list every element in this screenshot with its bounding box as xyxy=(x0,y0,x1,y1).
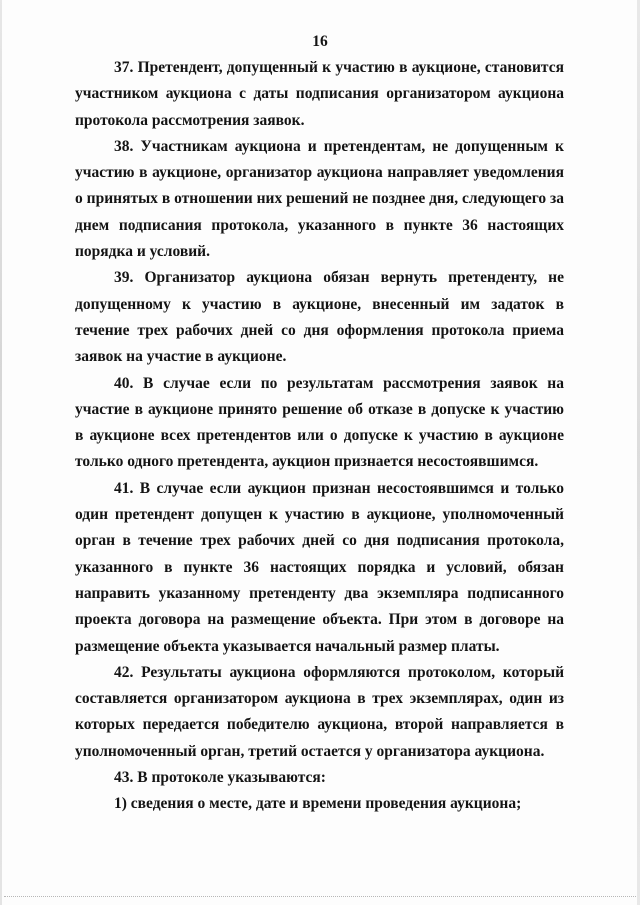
paragraph-37: 37. Претендент, допущенный к участию в аукционе, становится участником аукциона с даты подписания организатором аукциона протокола рассмотрения заявок. xyxy=(75,59,564,129)
paragraph-43-item-1: 1) сведения о месте, дате и времени проведения аукциона; xyxy=(114,795,522,813)
paragraph-39: 39. Организатор аукциона обязан вернуть претенденту, не допущенному к участию в аукционе, внесенный им задаток в течение трех рабочих дней со дня оформления протокола приема заявок на участие в аукционе. xyxy=(75,269,564,366)
paragraph-38: 38. Участникам аукциона и претендентам, не допущенным к участию в аукционе, организатор аукциона направляет уведомления о принятых в отношении них решений не позднее дня, следующего за днем подписания протокола, указанного в пункте 36 настоящих порядка и условий. xyxy=(75,137,564,261)
paragraph-40: 40. В случае если по результатам рассмотрения заявок на участие в аукционе принято решение об отказе в допуске к участию в аукционе всех претендентов или о допуске к участию в аукционе только одного претендента, аукцион признается несостоявшимся. xyxy=(75,374,564,471)
scan-left-edge xyxy=(0,0,2,905)
document-body xyxy=(75,55,564,818)
paragraph-43: 43. В протоколе указываются: xyxy=(114,769,326,787)
paragraph-41: 41. В случае если аукцион признан несостоявшимся и только один претендент допущен к участию в аукционе, уполномоченный орган в течение трех рабочих дней со дня подписания протокола, указанного в пункте 36 настоящих порядка и условий, обязан направить указанному претенденту два экземпляра подписанного проекта договора на размещение объекта. При этом в договоре на размещение объекта указывается начальный размер платы. xyxy=(75,479,564,655)
paragraph-42: 42. Результаты аукциона оформляются протоколом, который составляется организатором аукциона в трех экземплярах, один из которых передается победителю аукциона, второй направляется в уполномоченный орган, третий остается у организатора аукциона. xyxy=(75,663,564,760)
page-number: 16 xyxy=(312,33,328,50)
scan-bottom-edge xyxy=(4,896,636,898)
